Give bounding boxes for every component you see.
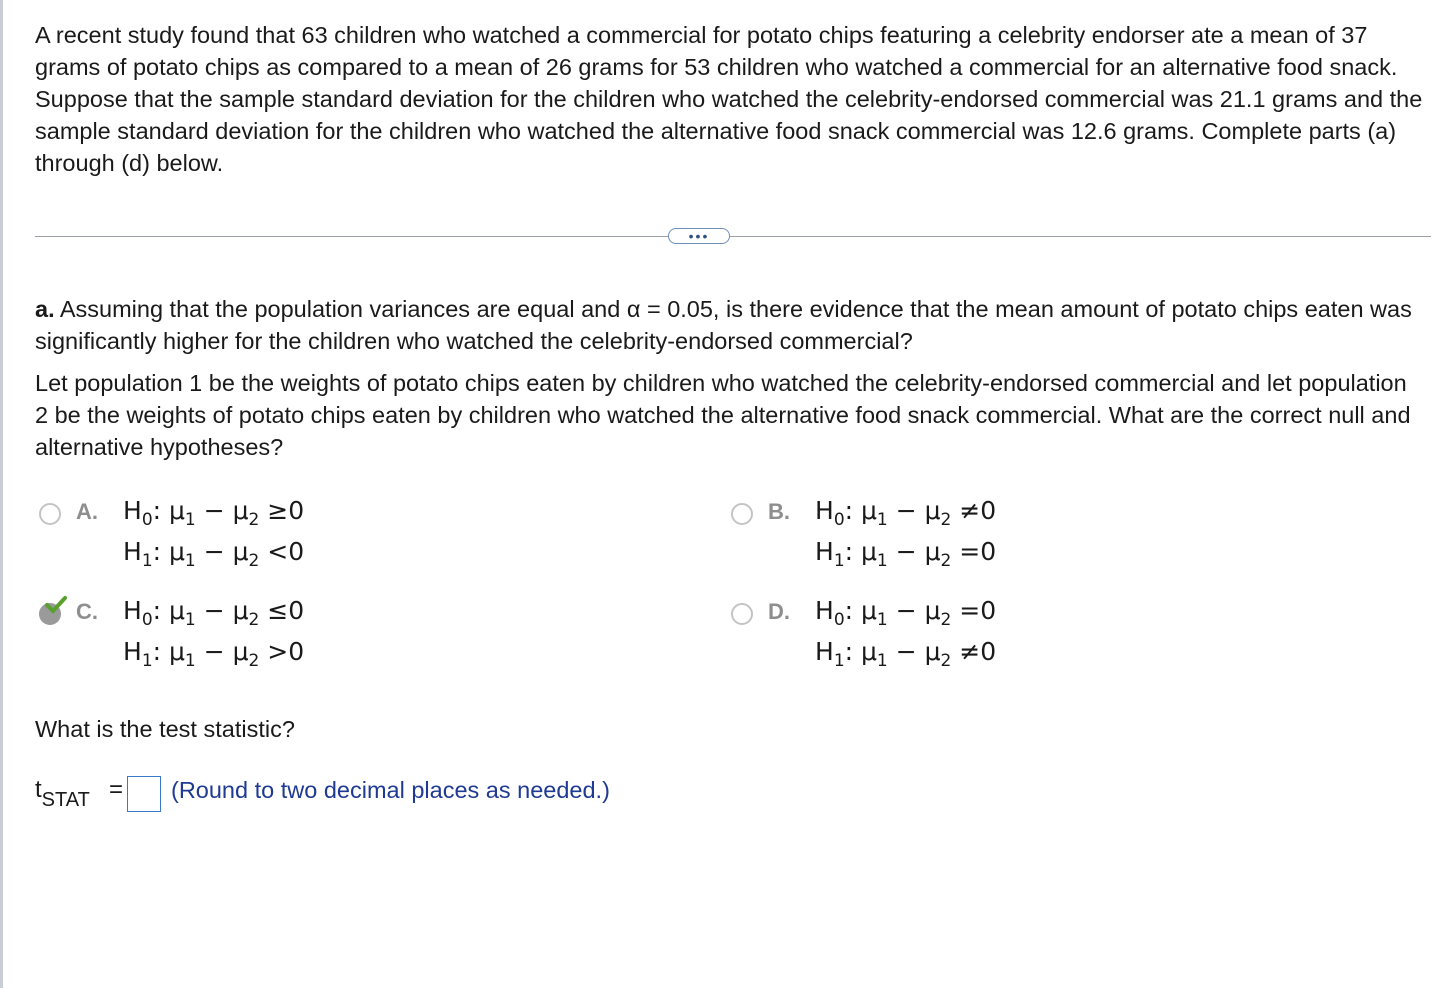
h-symbol: H: [815, 496, 834, 525]
mu-symbol: μ: [924, 637, 941, 666]
mu2-sub: 2: [248, 510, 260, 530]
relation-operator: =: [959, 537, 981, 566]
hypothesis-null-d: [815, 596, 997, 630]
space: [888, 596, 896, 625]
mu1-sub: 1: [184, 510, 196, 530]
minus-sign: −: [895, 496, 917, 525]
relation-operator: <: [267, 537, 289, 566]
colon: :: [152, 496, 170, 525]
h-sub: 0: [141, 510, 153, 530]
colon: :: [152, 596, 170, 625]
option-letter-c: C.: [76, 599, 98, 624]
minus-sign: −: [203, 537, 225, 566]
colon: :: [152, 537, 170, 566]
mu-symbol: μ: [924, 596, 941, 625]
relation-operator: ≠: [959, 496, 981, 525]
section-divider-left: [35, 236, 669, 237]
h-symbol: H: [123, 496, 142, 525]
h-sub: 1: [141, 551, 153, 571]
option-letter-b: B.: [768, 499, 790, 524]
part-a-letter: a.: [35, 296, 55, 322]
rounding-hint: (Round to two decimal places as needed.): [171, 777, 610, 803]
space: [888, 637, 896, 666]
mu1-sub: 1: [184, 610, 196, 630]
mu2-sub: 2: [248, 551, 260, 571]
space: [917, 637, 925, 666]
part-a-question-text: Assuming that the population variances are equal and α = 0.05, is there evidence that the mean amount of potato chips eaten was significantly higher for the children who watched the celebrity-endorsed commercial?: [35, 296, 1412, 354]
population-definition: Let population 1 be the weights of potato chips eaten by children who watched the celebrity-endorsed commercial and let population 2 be the weights of potato chips eaten by children who watched the alternative food snack commercial. What are the correct null and alternative hypotheses?: [35, 370, 1411, 460]
zero: 0: [288, 537, 305, 566]
hypothesis-null-a: [123, 496, 305, 530]
space: [225, 537, 233, 566]
option-letter-d: D.: [768, 599, 790, 624]
mu2-sub: 2: [940, 551, 952, 571]
mu2-sub: 2: [940, 651, 952, 671]
mu-symbol: μ: [861, 637, 877, 666]
mu1-sub: 1: [184, 651, 196, 671]
space: [917, 537, 925, 566]
space: [225, 496, 233, 525]
h-sub: 0: [833, 610, 845, 630]
section-divider-right: [730, 236, 1431, 237]
colon: :: [844, 596, 862, 625]
space: [888, 537, 896, 566]
mu2-sub: 2: [940, 610, 952, 630]
mu-symbol: μ: [924, 537, 941, 566]
minus-sign: −: [895, 637, 917, 666]
checkmark-icon: [45, 594, 67, 616]
h-sub: 1: [833, 551, 845, 571]
h-symbol: H: [123, 537, 142, 566]
mu-symbol: μ: [232, 537, 249, 566]
mu-symbol: μ: [232, 496, 249, 525]
mu1-sub: 1: [876, 551, 888, 571]
hypothesis-alt-b: [815, 537, 997, 571]
zero: 0: [288, 496, 305, 525]
space: [196, 596, 204, 625]
h-symbol: H: [815, 537, 834, 566]
mu2-sub: 2: [940, 510, 952, 530]
test-statistic-question: What is the test statistic?: [35, 716, 295, 742]
minus-sign: −: [203, 596, 225, 625]
space: [225, 596, 233, 625]
minus-sign: −: [895, 596, 917, 625]
hypothesis-null-c: [123, 596, 305, 630]
h-symbol: H: [123, 596, 142, 625]
radio-d[interactable]: [731, 603, 753, 625]
hypothesis-null-b: [815, 496, 997, 530]
space: [196, 637, 204, 666]
part-a-question: [35, 293, 1415, 357]
minus-sign: −: [203, 637, 225, 666]
zero: 0: [980, 496, 997, 525]
mu1-sub: 1: [184, 551, 196, 571]
relation-operator: ≤: [267, 596, 289, 625]
mu-symbol: μ: [169, 496, 185, 525]
mu-symbol: μ: [169, 637, 185, 666]
space: [888, 496, 896, 525]
mu-symbol: μ: [924, 496, 941, 525]
tstat-var: t: [35, 776, 42, 803]
mu1-sub: 1: [876, 610, 888, 630]
tstat-sub: STAT: [41, 789, 90, 811]
hypothesis-alt-c: [123, 637, 305, 671]
mu1-sub: 1: [876, 651, 888, 671]
minus-sign: −: [203, 496, 225, 525]
h-symbol: H: [815, 596, 834, 625]
space: [196, 537, 204, 566]
zero: 0: [980, 537, 997, 566]
mu-symbol: μ: [169, 537, 185, 566]
mu-symbol: μ: [232, 637, 249, 666]
colon: :: [152, 637, 170, 666]
mu1-sub: 1: [876, 510, 888, 530]
radio-a[interactable]: [39, 503, 61, 525]
space: [225, 637, 233, 666]
tstat-input[interactable]: [127, 776, 161, 812]
hypothesis-alt-d: [815, 637, 997, 671]
mu-symbol: μ: [861, 496, 877, 525]
space: [196, 496, 204, 525]
option-letter-a: A.: [76, 499, 98, 524]
h-symbol: H: [123, 637, 142, 666]
radio-b[interactable]: [731, 503, 753, 525]
h-sub: 0: [833, 510, 845, 530]
mu-symbol: μ: [861, 537, 877, 566]
h-sub: 1: [833, 651, 845, 671]
relation-operator: ≥: [267, 496, 289, 525]
h-symbol: H: [815, 637, 834, 666]
left-border: [0, 0, 3, 988]
relation-operator: =: [959, 596, 981, 625]
expand-more-button[interactable]: •••: [668, 228, 730, 244]
zero: 0: [980, 596, 997, 625]
zero: 0: [288, 596, 305, 625]
minus-sign: −: [895, 537, 917, 566]
mu-symbol: μ: [861, 596, 877, 625]
zero: 0: [288, 637, 305, 666]
tstat-equals: =: [109, 776, 124, 803]
mu-symbol: μ: [232, 596, 249, 625]
tstat-label: [35, 776, 90, 811]
hypothesis-alt-a: [123, 537, 305, 571]
h-sub: 1: [141, 651, 153, 671]
relation-operator: ≠: [959, 637, 981, 666]
zero: 0: [980, 637, 997, 666]
mu2-sub: 2: [248, 610, 260, 630]
relation-operator: >: [267, 637, 289, 666]
mu2-sub: 2: [248, 651, 260, 671]
mu-symbol: μ: [169, 596, 185, 625]
space: [917, 596, 925, 625]
colon: :: [844, 537, 862, 566]
h-sub: 0: [141, 610, 153, 630]
space: [917, 496, 925, 525]
colon: :: [844, 496, 862, 525]
problem-intro: A recent study found that 63 children who watched a commercial for potato chips featuring a celebrity endorser ate a mean of 37 grams of potato chips as compared to a mean of 26 grams for 53 children who watched a commercial for an alternative food snack. Suppose that the sample standard deviation for the children who watched the celebrity-endorsed commercial was 21.1 grams and the sample standard deviation for the children who watched the alternative food snack commercial was 12.6 grams. Complete parts (a) through (d) below.: [35, 22, 1423, 176]
colon: :: [844, 637, 862, 666]
